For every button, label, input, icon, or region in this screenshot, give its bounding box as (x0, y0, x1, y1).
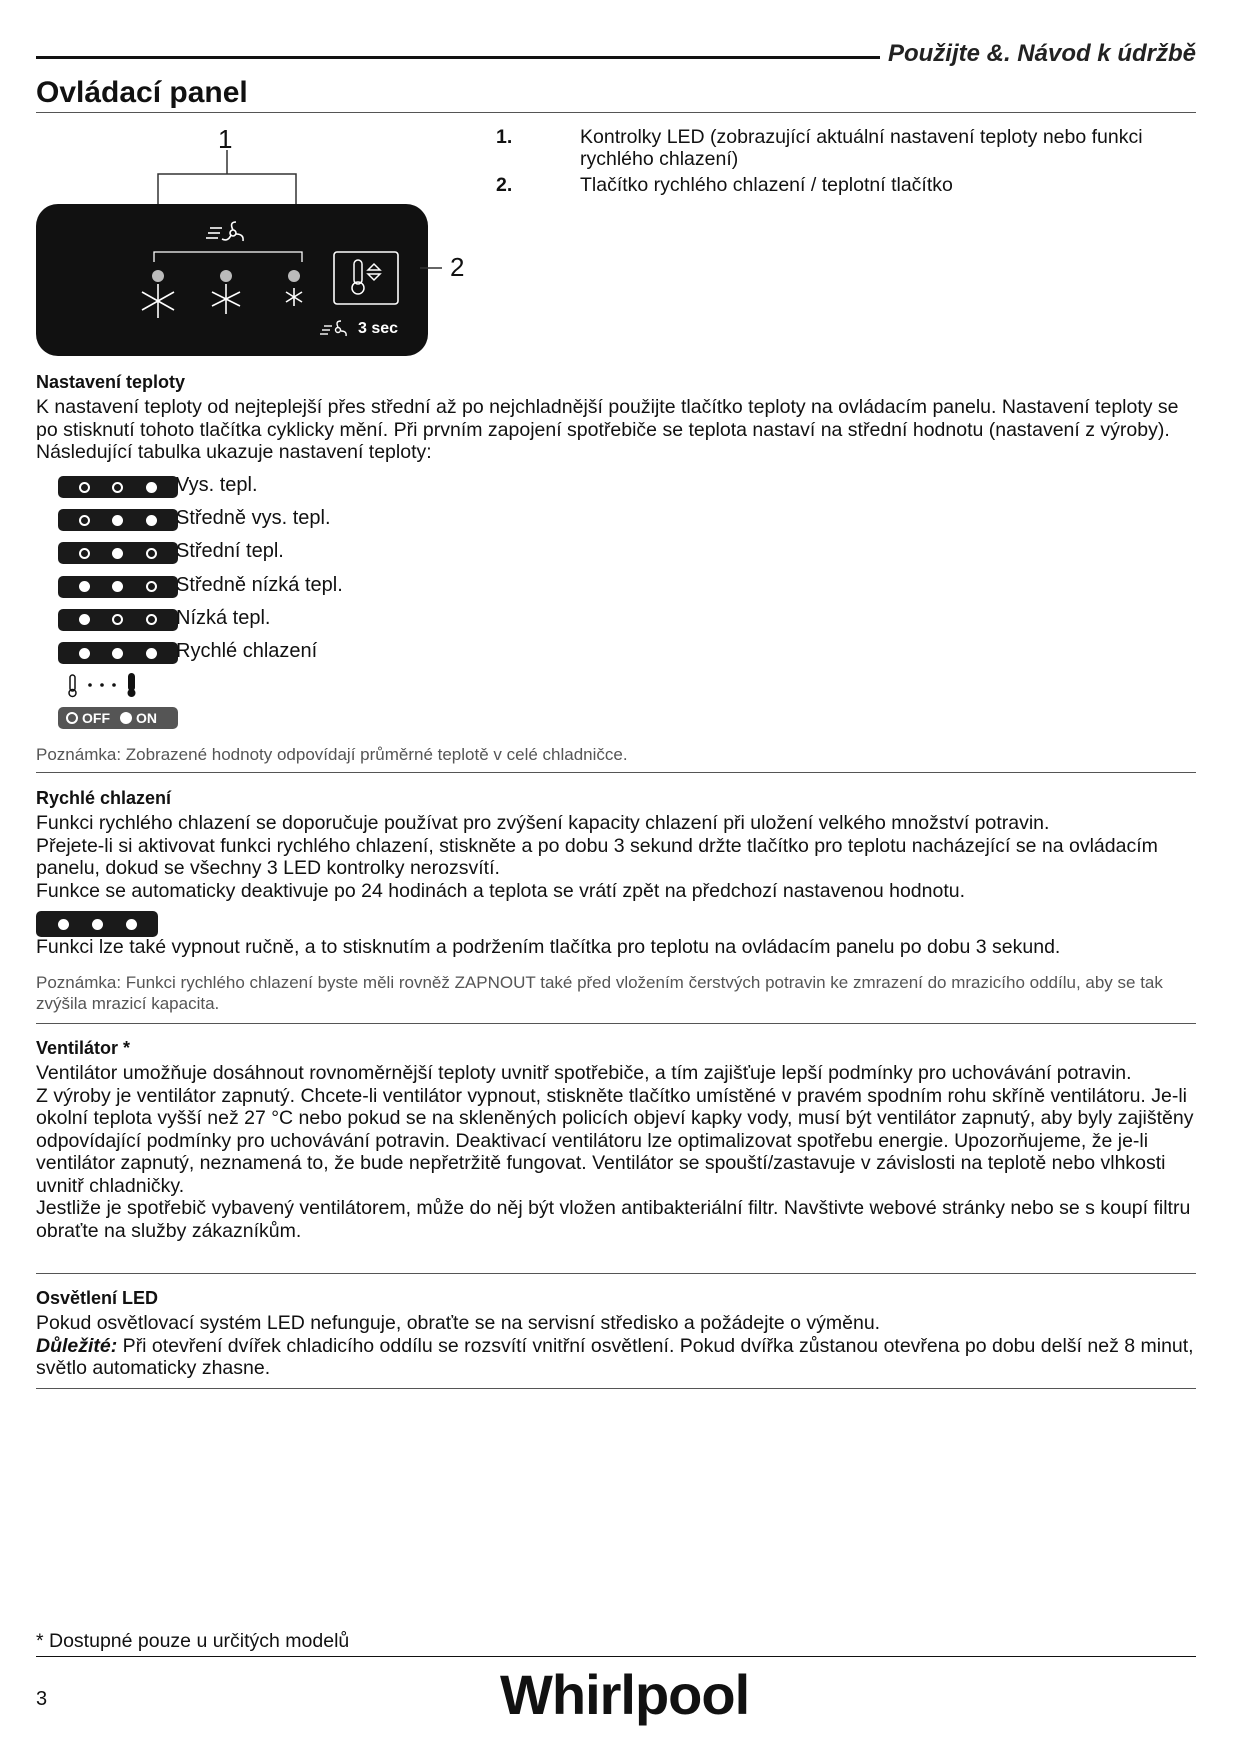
led-off-dot (79, 548, 90, 559)
led-setting-row (58, 640, 318, 666)
temp-button-frame (334, 252, 398, 304)
callout-1: 1 (218, 124, 233, 154)
fast-note: Poznámka: Funkci rychlého chlazení byste měli rovněž ZAPNOUT také před vložením čerstvých potravin ke zmrazení do mrazicího oddílu, aby se tak zvýšila mrazicí kapacita. (36, 973, 1163, 1013)
footnote: * Dostupné pouze u určitých modelů (36, 1630, 350, 1652)
fast-body (36, 812, 1196, 902)
led-setting-row (58, 573, 343, 600)
fast-cool-icon (206, 222, 243, 241)
led-setting-row (58, 474, 258, 500)
legend-list: 1. Kontrolky LED (zobrazující aktuální nastavení teploty nebo funkci rychlého chlazení) 2. Tlačítko rychlého chlazení / teplotní tlačítko (496, 126, 1143, 196)
led-setting-label: Středně vys. tepl. (176, 507, 331, 530)
thermometer-icon (352, 260, 380, 294)
divider (36, 772, 1196, 773)
callout-bracket (150, 150, 310, 210)
section-title: Ovládací panel (36, 76, 248, 109)
fast-p1: Funkci rychlého chlazení se doporučuje používat pro zvýšení kapacity chlazení při uložení velkého množství potravin. (36, 812, 1050, 834)
divider (36, 1023, 1196, 1024)
led-off-dot (146, 614, 157, 625)
fan-p1: Ventilátor umožňuje dosáhnout rovnoměrnější teploty uvnitř spotřebiče, a tím zajišťuje lepší podmínky pro uchovávání potravin. (36, 1062, 1132, 1084)
button-hint: 3 sec (358, 320, 399, 337)
led-setting-row (58, 540, 284, 566)
led-setting-label: Vys. tepl. (176, 474, 258, 496)
fast-p3: Funkce se automaticky deaktivuje po 24 hodinách a teplota se vrátí zpět na předchozí nastavenou hodnotu. (36, 879, 966, 902)
led-pattern (58, 542, 178, 564)
callout-2: 2 (450, 252, 465, 282)
led-off-dot (79, 482, 90, 493)
led-on-dot (146, 515, 157, 526)
led-on-dot (146, 648, 157, 659)
led-setting-row (58, 606, 271, 633)
led-body (36, 1312, 1196, 1380)
temp-heading: Nastavení teploty (36, 372, 186, 392)
led-off-dot (112, 482, 123, 493)
on-label: ON (136, 710, 157, 726)
snowflake-icons (142, 284, 302, 318)
led-pattern (58, 576, 178, 598)
led-off-dot (112, 614, 123, 625)
led-off-dot (146, 581, 157, 592)
led-off-dot (146, 548, 157, 559)
fast-cool-small-icon (320, 321, 346, 336)
led-1 (152, 270, 164, 282)
led-on-dot (112, 581, 123, 592)
led-p1: Pokud osvětlovací systém LED nefunguje, obraťte se na servisní středisko a požádejte o výměnu. (36, 1312, 881, 1334)
off-label: OFF (82, 710, 110, 726)
led-pattern (58, 509, 178, 531)
led-on-dot (112, 648, 123, 659)
led-dot (126, 919, 137, 930)
fan-p2: Z výroby je ventilátor zapnutý. Chcete-li ventilátor vypnout, stiskněte tlačítko umístěné v pravém spodním rohu skříně ventilátoru. Je-li okolní teplota vyšší než 27 °C nebo pokud se na skleněných policích objeví kapky vody, musí být ventilátor zapnutý, aby byly zajištěny odpovídající podmínky pro uchovávání potravin. Deaktivací ventilátoru lze optimalizovat spotřebu energie. Upozorňujeme, že je-li ventilátor zapnutý, neznamená to, že bude nepřetržitě fungovat. Ventilátor se spouští/zastavuje v závislosti na teplotě nebo vlhkosti uvnitř chladničky. (36, 1084, 1194, 1197)
fan-body (36, 1062, 1196, 1242)
control-panel (36, 204, 428, 356)
led-setting-label: Střední tepl. (176, 540, 284, 563)
led-on-dot (79, 648, 90, 659)
divider (36, 1273, 1196, 1274)
led-3 (288, 270, 300, 282)
fast-p4: Funkci lze také vypnout ručně, a to stisknutím a podržením tlačítka pro teplotu na ovládacím panelu po dobu 3 sekund. (36, 936, 1061, 958)
led-pattern (58, 476, 178, 498)
off-dot (66, 712, 78, 724)
led-heading: Osvětlení LED (36, 1288, 159, 1308)
off-on-indicator (58, 707, 178, 729)
led-off-dot (79, 515, 90, 526)
callout-2-line (420, 266, 444, 270)
fan-p3: Jestliže je spotřebič vybavený ventilátorem, může do něj být vložen antibakteriální filtr. Navštivte webové stránky nebo se s koupí filtru obraťte na služby zákazníkům. (36, 1197, 1191, 1242)
page-number: 3 (36, 1688, 48, 1710)
led-pattern (58, 609, 178, 631)
led-setting-label: Nízká tepl. (176, 606, 271, 629)
led-p2: Při otevření dvířek chladicího oddílu se rozsvítí vnitřní osvětlení. Pokud dvířka zůstanou otevřena po dobu delší než 8 minut, světlo automaticky zhasne. (36, 1334, 1194, 1379)
led-on-dot (79, 581, 90, 592)
temp-note: Poznámka: Zobrazené hodnoty odpovídají průměrné teplotě v celé chladničce. (36, 745, 628, 764)
document-title: Použijte &. Návod k údržbě (887, 40, 1196, 67)
led-setting-label: Středně nízká tepl. (176, 573, 343, 596)
led-dot (92, 919, 103, 930)
divider (36, 1388, 1196, 1389)
led-setting-row (58, 507, 331, 533)
fan-toggle-icon (68, 672, 148, 698)
led-on-dot (112, 515, 123, 526)
led-on-dot (146, 482, 157, 493)
led-on-dot (112, 548, 123, 559)
temp-body: K nastavení teploty od nejteplejší přes střední až po nejchladnější použijte tlačítko teploty na ovládacím panelu. Nastavení teploty se po stisknutí tohoto tlačítka cyklicky mění. Při prvním zapojení spotřebiče se teplota nastaví na střední hodnotu (nastavení z výroby). Následující tabulka ukazuje nastavení teploty: (36, 396, 1179, 463)
fast-heading: Rychlé chlazení (36, 788, 172, 808)
footer-rule (36, 1656, 1196, 1657)
section-rule (36, 112, 1196, 113)
led-p2-wrap (36, 1335, 1196, 1380)
led-dot (58, 919, 69, 930)
fast-led-indicator (36, 911, 158, 937)
led-setting-label: Rychlé chlazení (176, 640, 318, 662)
important-label: Důležité: (36, 1334, 118, 1357)
brand-logo: Whirlpool (500, 1663, 750, 1726)
fast-p2: Přejete-li si aktivovat funkci rychlého chlazení, stiskněte a po dobu 3 sekund držte tlačítko pro teplotu nacházející se na ovládacím panelu, dokud se všechny 3 LED kontrolky nerozsvítí. (36, 834, 1158, 879)
led-pattern (58, 642, 178, 664)
fan-heading: Ventilátor * (36, 1038, 131, 1058)
led-2 (220, 270, 232, 282)
led-on-dot (79, 614, 90, 625)
header-rule (36, 56, 880, 59)
on-dot (120, 712, 132, 724)
